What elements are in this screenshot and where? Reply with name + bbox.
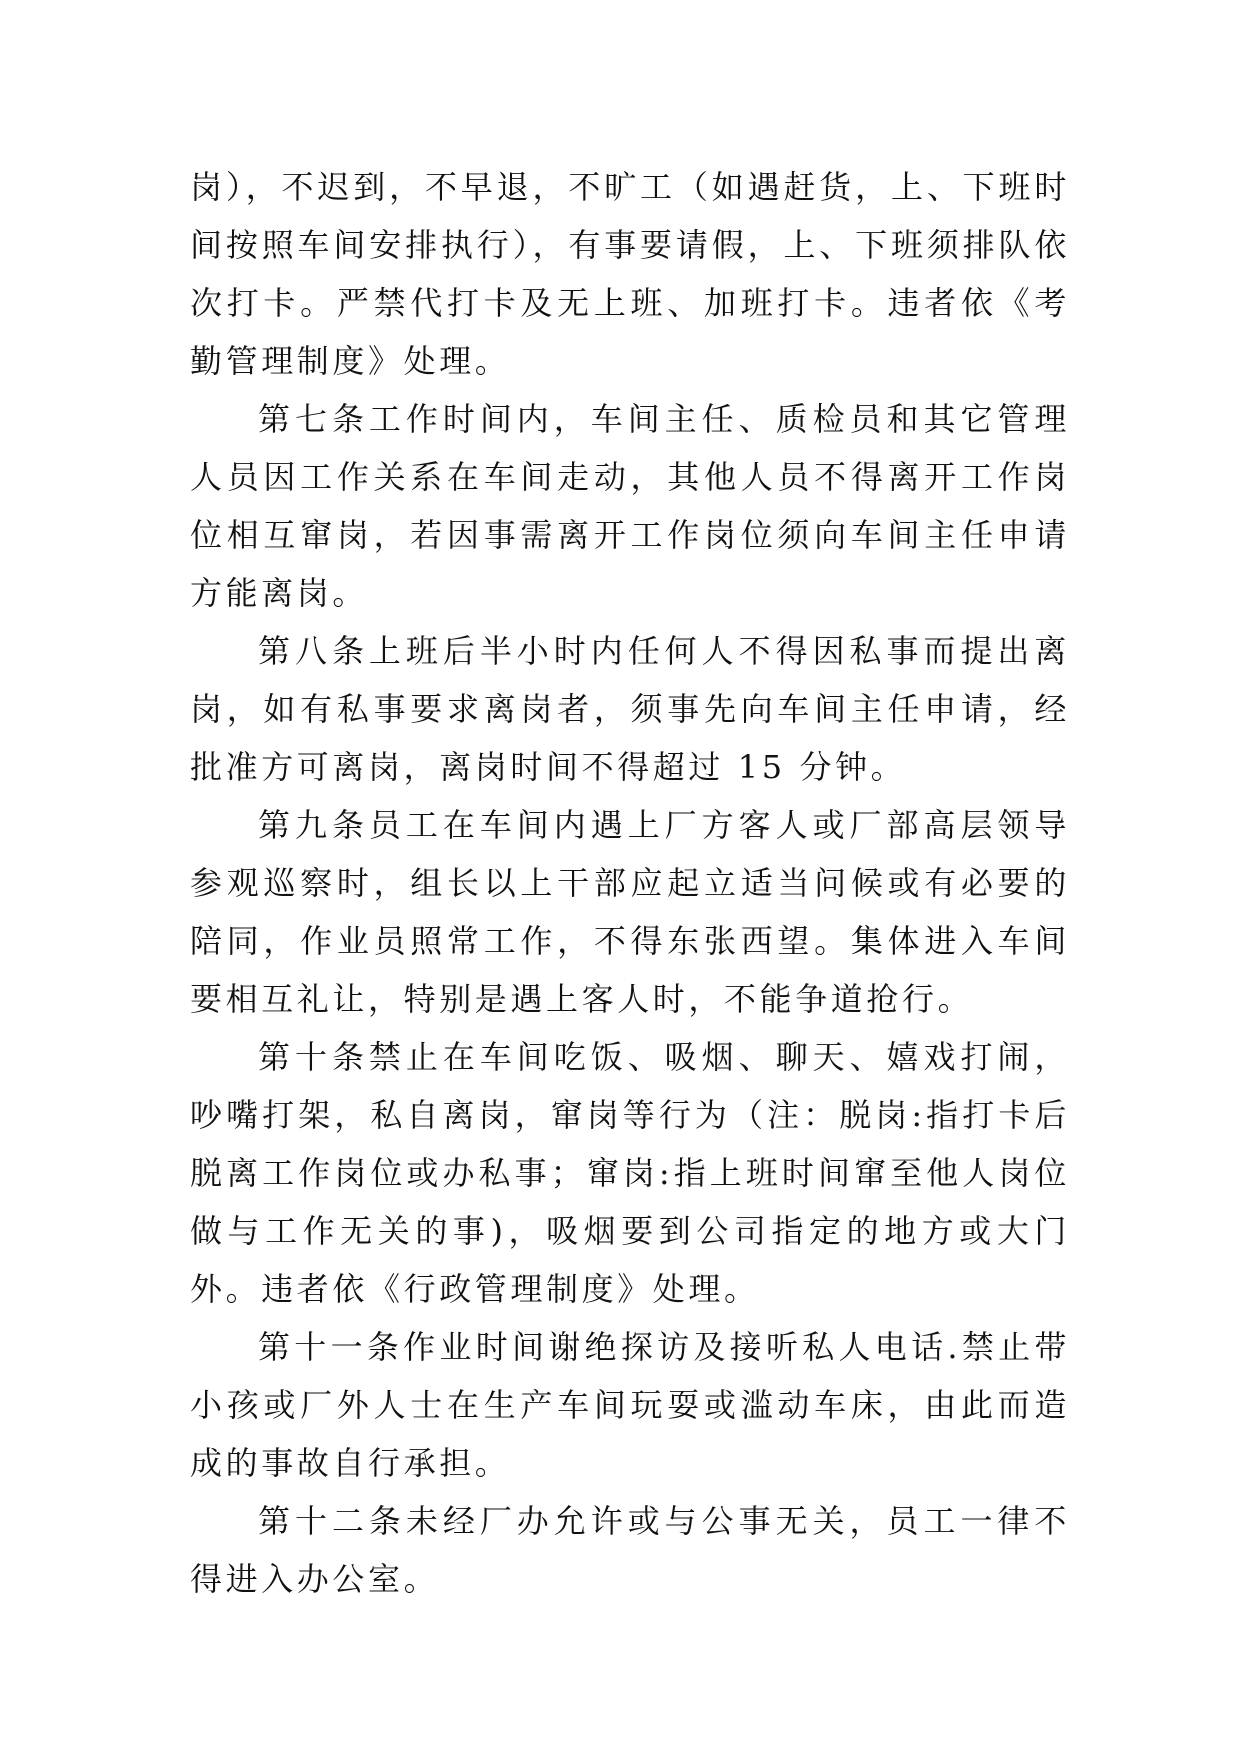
paragraph-article-11: 第十一条作业时间谢绝探访及接听私人电话.禁止带小孩或厂外人士在生产车间玩耍或滥动车床，由此而造成的事故自行承担。	[190, 1328, 1070, 1482]
paragraph-attendance-continued: 岗），不迟到，不早退，不旷工（如遇赶货，上、下班时间按照车间安排执行），有事要请假，上、下班须排队依次打卡。严禁代打卡及无上班、加班打卡。违者依《考勤管理制度》处理。	[190, 168, 1070, 380]
paragraph-article-8: 第八条上班后半小时内任何人不得因私事而提出离岗，如有私事要求离岗者，须事先向车间主任申请，经批准方可离岗，离岗时间不得超过 15 分钟。	[190, 632, 1070, 786]
document-body	[190, 158, 1070, 1608]
paragraph-article-7: 第七条工作时间内，车间主任、质检员和其它管理人员因工作关系在车间走动，其他人员不得离开工作岗位相互窜岗，若因事需离开工作岗位须向车间主任申请方能离岗。	[190, 400, 1070, 612]
paragraph-article-12: 第十二条未经厂办允许或与公事无关，员工一律不得进入办公室。	[190, 1502, 1070, 1598]
paragraph-article-10: 第十条禁止在车间吃饭、吸烟、聊天、嬉戏打闹，吵嘴打架，私自离岗，窜岗等行为（注：脱岗:指打卡后脱离工作岗位或办私事；窜岗:指上班时间窜至他人岗位做与工作无关的事)，吸烟要到公司指定的地方或大门外。违者依《行政管理制度》处理。	[190, 1038, 1070, 1308]
paragraph-article-9: 第九条员工在车间内遇上厂方客人或厂部高层领导参观巡察时，组长以上干部应起立适当问候或有必要的陪同，作业员照常工作，不得东张西望。集体进入车间要相互礼让，特别是遇上客人时，不能争道抢行。	[190, 806, 1070, 1018]
